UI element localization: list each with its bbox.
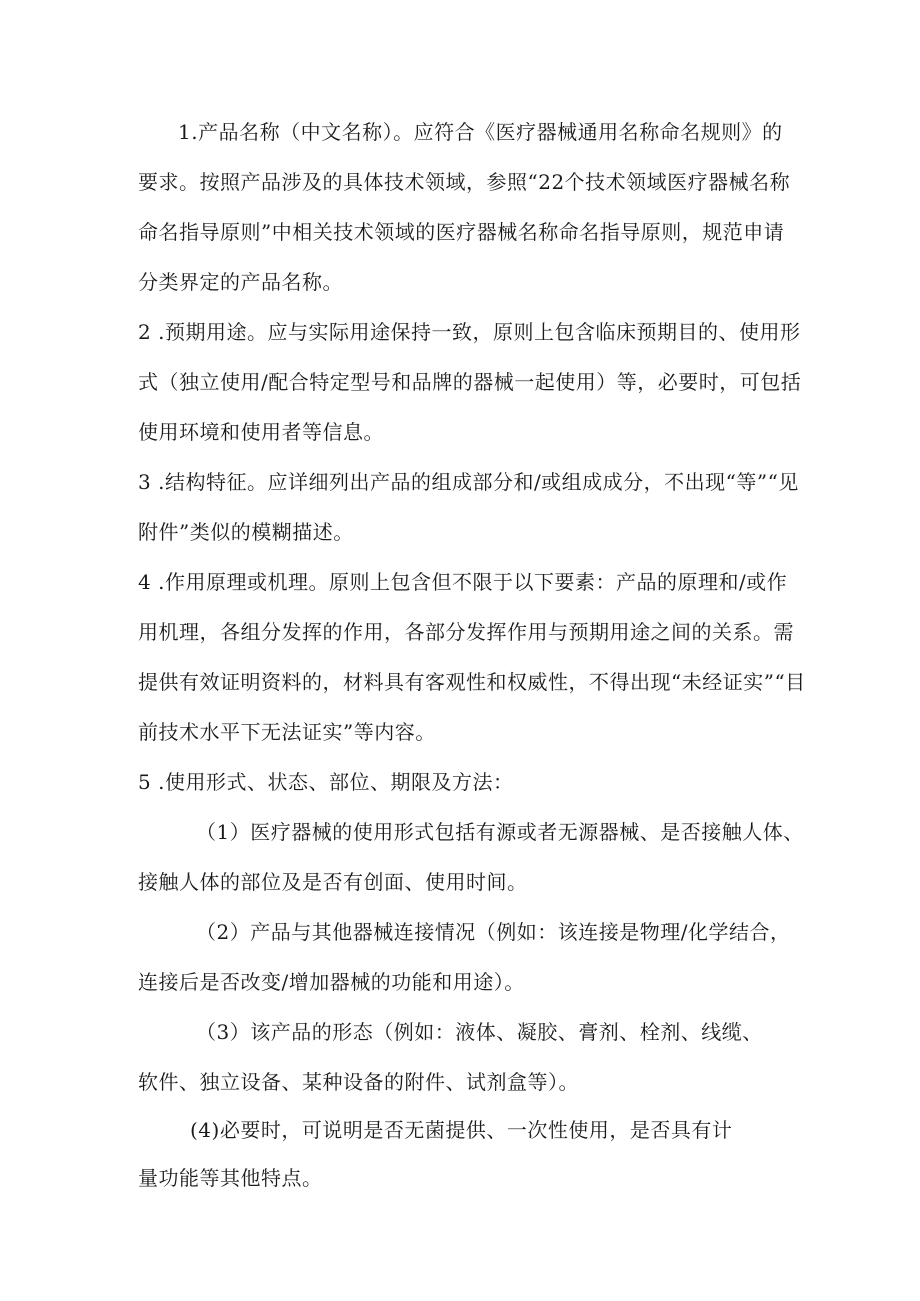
text-line: 1.产品名称（中文名称）。应符合《医疗器械通用名称命名规则》的 — [178, 120, 783, 144]
text-line: 式（独立使用/配合特定型号和品牌的器械一起使用）等，必要时，可包括 — [138, 370, 802, 394]
text-line: （3）该产品的形态（例如：液体、凝胶、膏剂、栓剂、线缆、 — [196, 1020, 763, 1044]
text-line: （1）医疗器械的使用形式包括有源或者无源器械、是否接触人体、 — [196, 820, 804, 844]
text-line: （2）产品与其他器械连接情况（例如：该连接是物理/化学结合， — [196, 920, 791, 944]
text-line: 用机理，各组分发挥的作用，各部分发挥作用与预期用途之间的关系。需 — [138, 620, 794, 644]
text-line: 软件、独立设备、某种设备的附件、试剂盒等）。 — [138, 1070, 579, 1094]
text-line: 命名指导原则”中相关技术领域的医疗器械名称命名指导原则，规范申请 — [138, 220, 785, 244]
text-line: 前技术水平下无法证实”等内容。 — [138, 720, 436, 744]
text-line: 4 .作用原理或机理。原则上包含但不限于以下要素：产品的原理和/或作 — [138, 570, 788, 594]
text-line: 2 .预期用途。应与实际用途保持一致，原则上包含临床预期目的、使用形 — [138, 320, 801, 344]
text-line: 连接后是否改变/增加器械的功能和用途）。 — [138, 970, 525, 994]
text-line: 提供有效证明资料的，材料具有客观性和权威性，不得出现“未经证实”“目 — [138, 670, 806, 694]
text-line: 3 .结构特征。应详细列出产品的组成部分和/或组成成分，不出现“等”“见 — [138, 470, 799, 494]
text-line: 5 .使用形式、状态、部位、期限及方法： — [138, 770, 514, 794]
text-line: 分类界定的产品名称。 — [138, 270, 343, 294]
text-line: 量功能等其他特点。 — [138, 1166, 323, 1190]
text-line: 使用环境和使用者等信息。 — [138, 420, 384, 444]
text-line: 附件”类似的模糊描述。 — [138, 520, 354, 544]
text-line: (4)必要时，可说明是否无菌提供、一次性使用，是否具有计 — [190, 1118, 733, 1142]
text-line: 接触人体的部位及是否有创面、使用时间。 — [138, 870, 528, 894]
text-line: 要求。按照产品涉及的具体技术领域，参照“22个技术领域医疗器械名称 — [138, 170, 791, 194]
